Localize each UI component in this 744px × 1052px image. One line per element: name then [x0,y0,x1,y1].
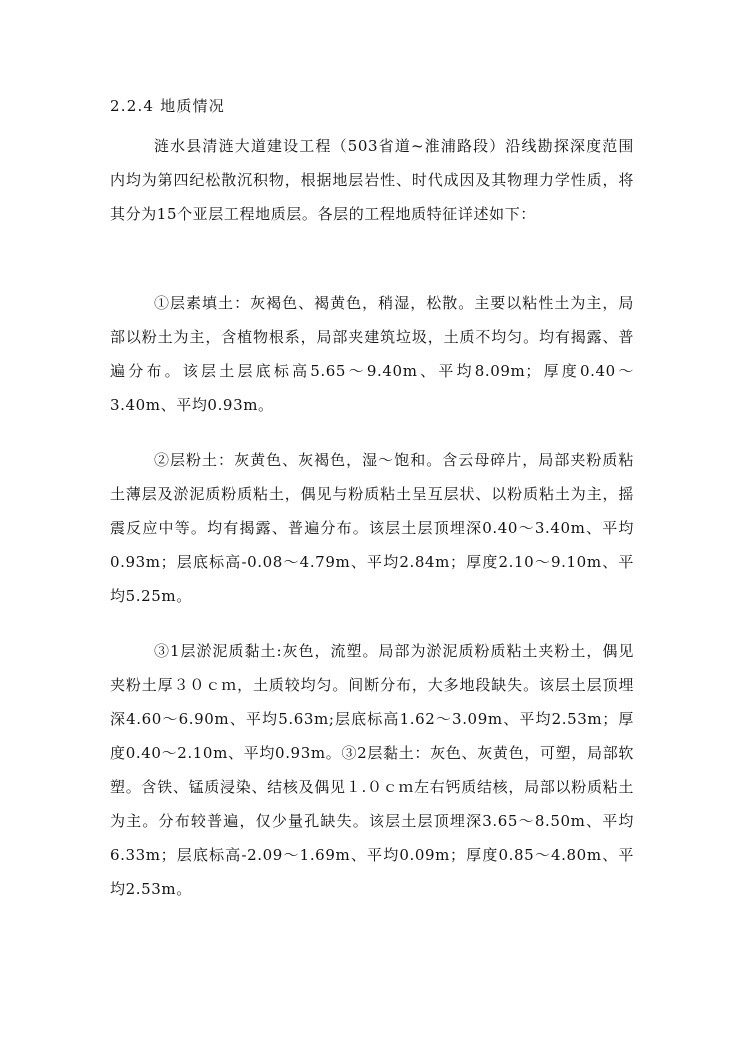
paragraph-layer-2: ②层粉土：灰黄色、灰褐色，湿～饱和。含云母碎片，局部夹粉质粘土薄层及淤泥质粉质粘土，偶见与粉质粘土呈互层状、以粉质粘土为主，摇震反应中等。均有揭露、普遍分布。该层土层顶埋深0.40～3.40m、平均0.93m；层底标高-0.08～4.79m、平均2.84m；厚度2.10～9.10m、平均5.25m。 [110,451,634,605]
paragraph-layer-3: ③1层淤泥质黏土:灰色，流塑。局部为淤泥质粉质粘土夹粉土，偶见夹粉土厚３０ｃｍ，土质较均匀。间断分布，大多地段缺失。该层土层顶埋深4.60～6.90m、平均5.63m;层底标高1.62～3.09m、平均2.53m；厚度0.40～2.10m、平均0.93m。③2层黏土：灰色、灰黄色，可塑，局部软塑。含铁、锰质浸染、结核及偶见１.０ｃｍ左右钙质结核，局部以粉质粘土为主。分布较普遍，仅少量孔缺失。该层土层顶埋深3.65～8.50m、平均6.33m；层底标高-2.09～1.69m、平均0.09m；厚度0.85～4.80m、平均2.53m。 [110,642,634,898]
paragraph-layer-1: ①层素填土：灰褐色、褐黄色，稍湿，松散。主要以粘性土为主，局部以粉土为主，含植物根系，局部夹建筑垃圾，土质不均匀。均有揭露、普遍分布。该层土层底标高5.65～9.40m、平均8.09m；厚度0.40～3.40m、平均0.93m。 [110,294,634,414]
paragraph-intro: 涟水县清涟大道建设工程（503省道~淮浦路段）沿线勘探深度范围内均为第四纪松散沉积物，根据地层岩性、时代成因及其物理力学性质，将其分为15个亚层工程地质层。各层的工程地质特征详述如下： [110,137,634,223]
section-heading: 2.2.4 地质情况 [110,97,225,115]
